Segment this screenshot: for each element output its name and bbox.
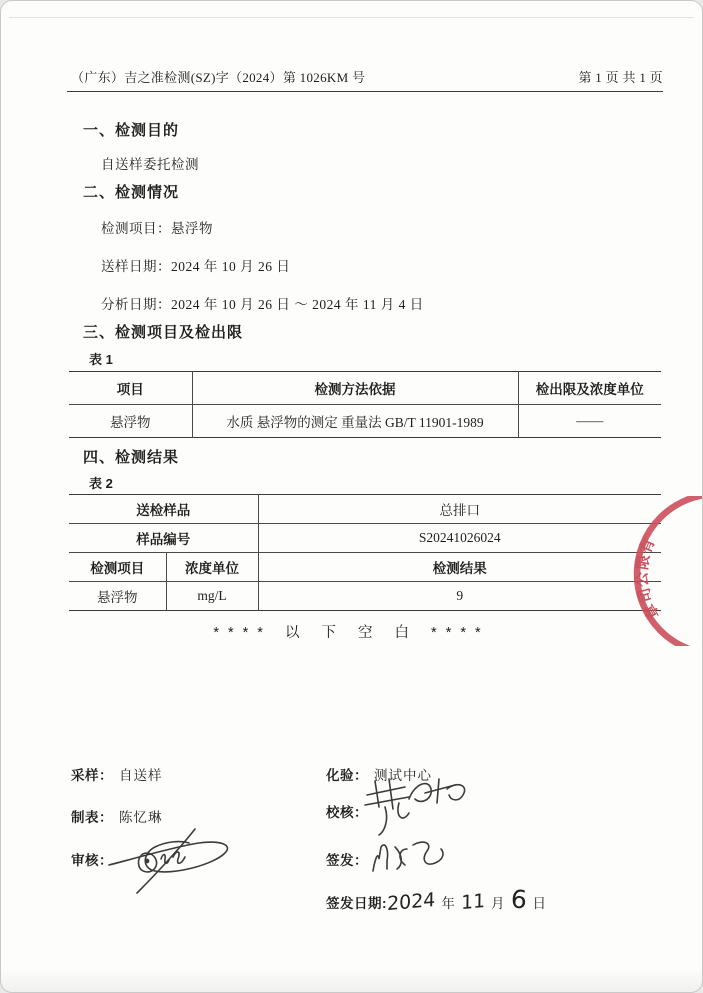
tabulation-value: 陈忆琳 [119, 810, 163, 825]
section4-title: 四、检测结果 [83, 449, 180, 466]
table1-header-method: 检测方法依据 [192, 372, 518, 405]
sampling-label: 采样： [71, 768, 113, 783]
table-row [69, 582, 661, 611]
lab-label: 化验： [326, 768, 368, 783]
section1-title: 一、检测目的 [83, 122, 180, 139]
table1-header-limit: 检出限及浓度单位 [518, 372, 661, 405]
check-signature-image [359, 773, 477, 839]
lab-value: 测试中心 [374, 768, 432, 783]
table-row [69, 405, 661, 438]
issue-label: 签发： [326, 853, 368, 868]
table-row [69, 553, 661, 582]
sample-name-label: 送检样品 [69, 495, 258, 524]
blank-below-notice: **** 以 下 空 白 **** [213, 625, 490, 641]
table-row [69, 524, 661, 553]
check-label: 校核： [326, 805, 368, 820]
table2-header-unit: 浓度单位 [166, 553, 258, 582]
table1-cell-item: 悬浮物 [110, 415, 151, 430]
method-table [69, 371, 661, 438]
tabulation-label: 制表： [71, 810, 113, 825]
page-number-info: 第 1 页 共 1 页 [578, 70, 663, 85]
test-item-line: 检测项目：悬浮物 [101, 221, 213, 236]
table2-cell-unit: mg/L [166, 582, 258, 611]
review-signature-image [103, 823, 243, 898]
scan-artifact-line [9, 17, 694, 18]
table1-cell-limit: —— [518, 405, 661, 438]
table2-header-item: 检测项目 [69, 553, 166, 582]
stamp-char: 限 [634, 553, 654, 572]
issue-date-row [326, 885, 552, 914]
sampling-value: 自送样 [119, 768, 163, 783]
handwritten-year: 2024 [386, 888, 436, 916]
table2-header-result: 检测结果 [258, 553, 661, 582]
table-row [69, 495, 661, 524]
analysis-date-line: 分析日期：2024 年 10 月 26 日 ～ 2024 年 11 月 4 日 [101, 297, 424, 312]
sample-no-label: 样品编号 [69, 524, 258, 553]
header-divider [67, 91, 663, 92]
section1-body: 自送样委托检测 [101, 157, 199, 172]
result-table [69, 494, 661, 611]
issue-date-label: 签发日期: [326, 896, 387, 911]
day-unit: 日 [532, 896, 546, 911]
table1-cell-method: 水质 悬浮物的测定 重量法 GB/T 11901-1989 [192, 405, 518, 438]
review-label: 审核： [71, 853, 113, 868]
issue-signature-image [365, 837, 460, 879]
table2-cell-item: 悬浮物 [97, 590, 138, 605]
sample-no-value: S20241026024 [258, 524, 661, 553]
stamp-char: 有 [638, 536, 659, 557]
table2-caption: 表 2 [89, 476, 113, 491]
document-number: （广东）吉之准检测(SZ)字（2024）第 1026KM 号 [71, 70, 366, 85]
issue-row [326, 849, 368, 869]
stamp-char: 公 [634, 571, 652, 588]
table1-header-item: 项目 [69, 372, 192, 405]
sample-name-value: 总排口 [258, 495, 661, 524]
stamp-char: 章 [641, 600, 664, 622]
year-unit: 年 [441, 896, 455, 911]
month-unit: 月 [491, 896, 505, 911]
handwritten-day: 6 [509, 884, 528, 915]
handwritten-month: 11 [460, 889, 486, 915]
scan-artifact-shadow [1, 968, 702, 992]
table2-cell-result: 9 [258, 582, 661, 611]
sample-send-date-line: 送样日期：2024 年 10 月 26 日 [101, 259, 291, 274]
sampling-row [71, 764, 163, 784]
section3-title: 三、检测项目及检出限 [83, 324, 244, 341]
company-stamp [616, 496, 703, 646]
section2-title: 二、检测情况 [83, 184, 180, 201]
table1-caption: 表 1 [89, 352, 113, 367]
page-header [71, 67, 663, 86]
stamp-char: 司 [636, 585, 657, 605]
